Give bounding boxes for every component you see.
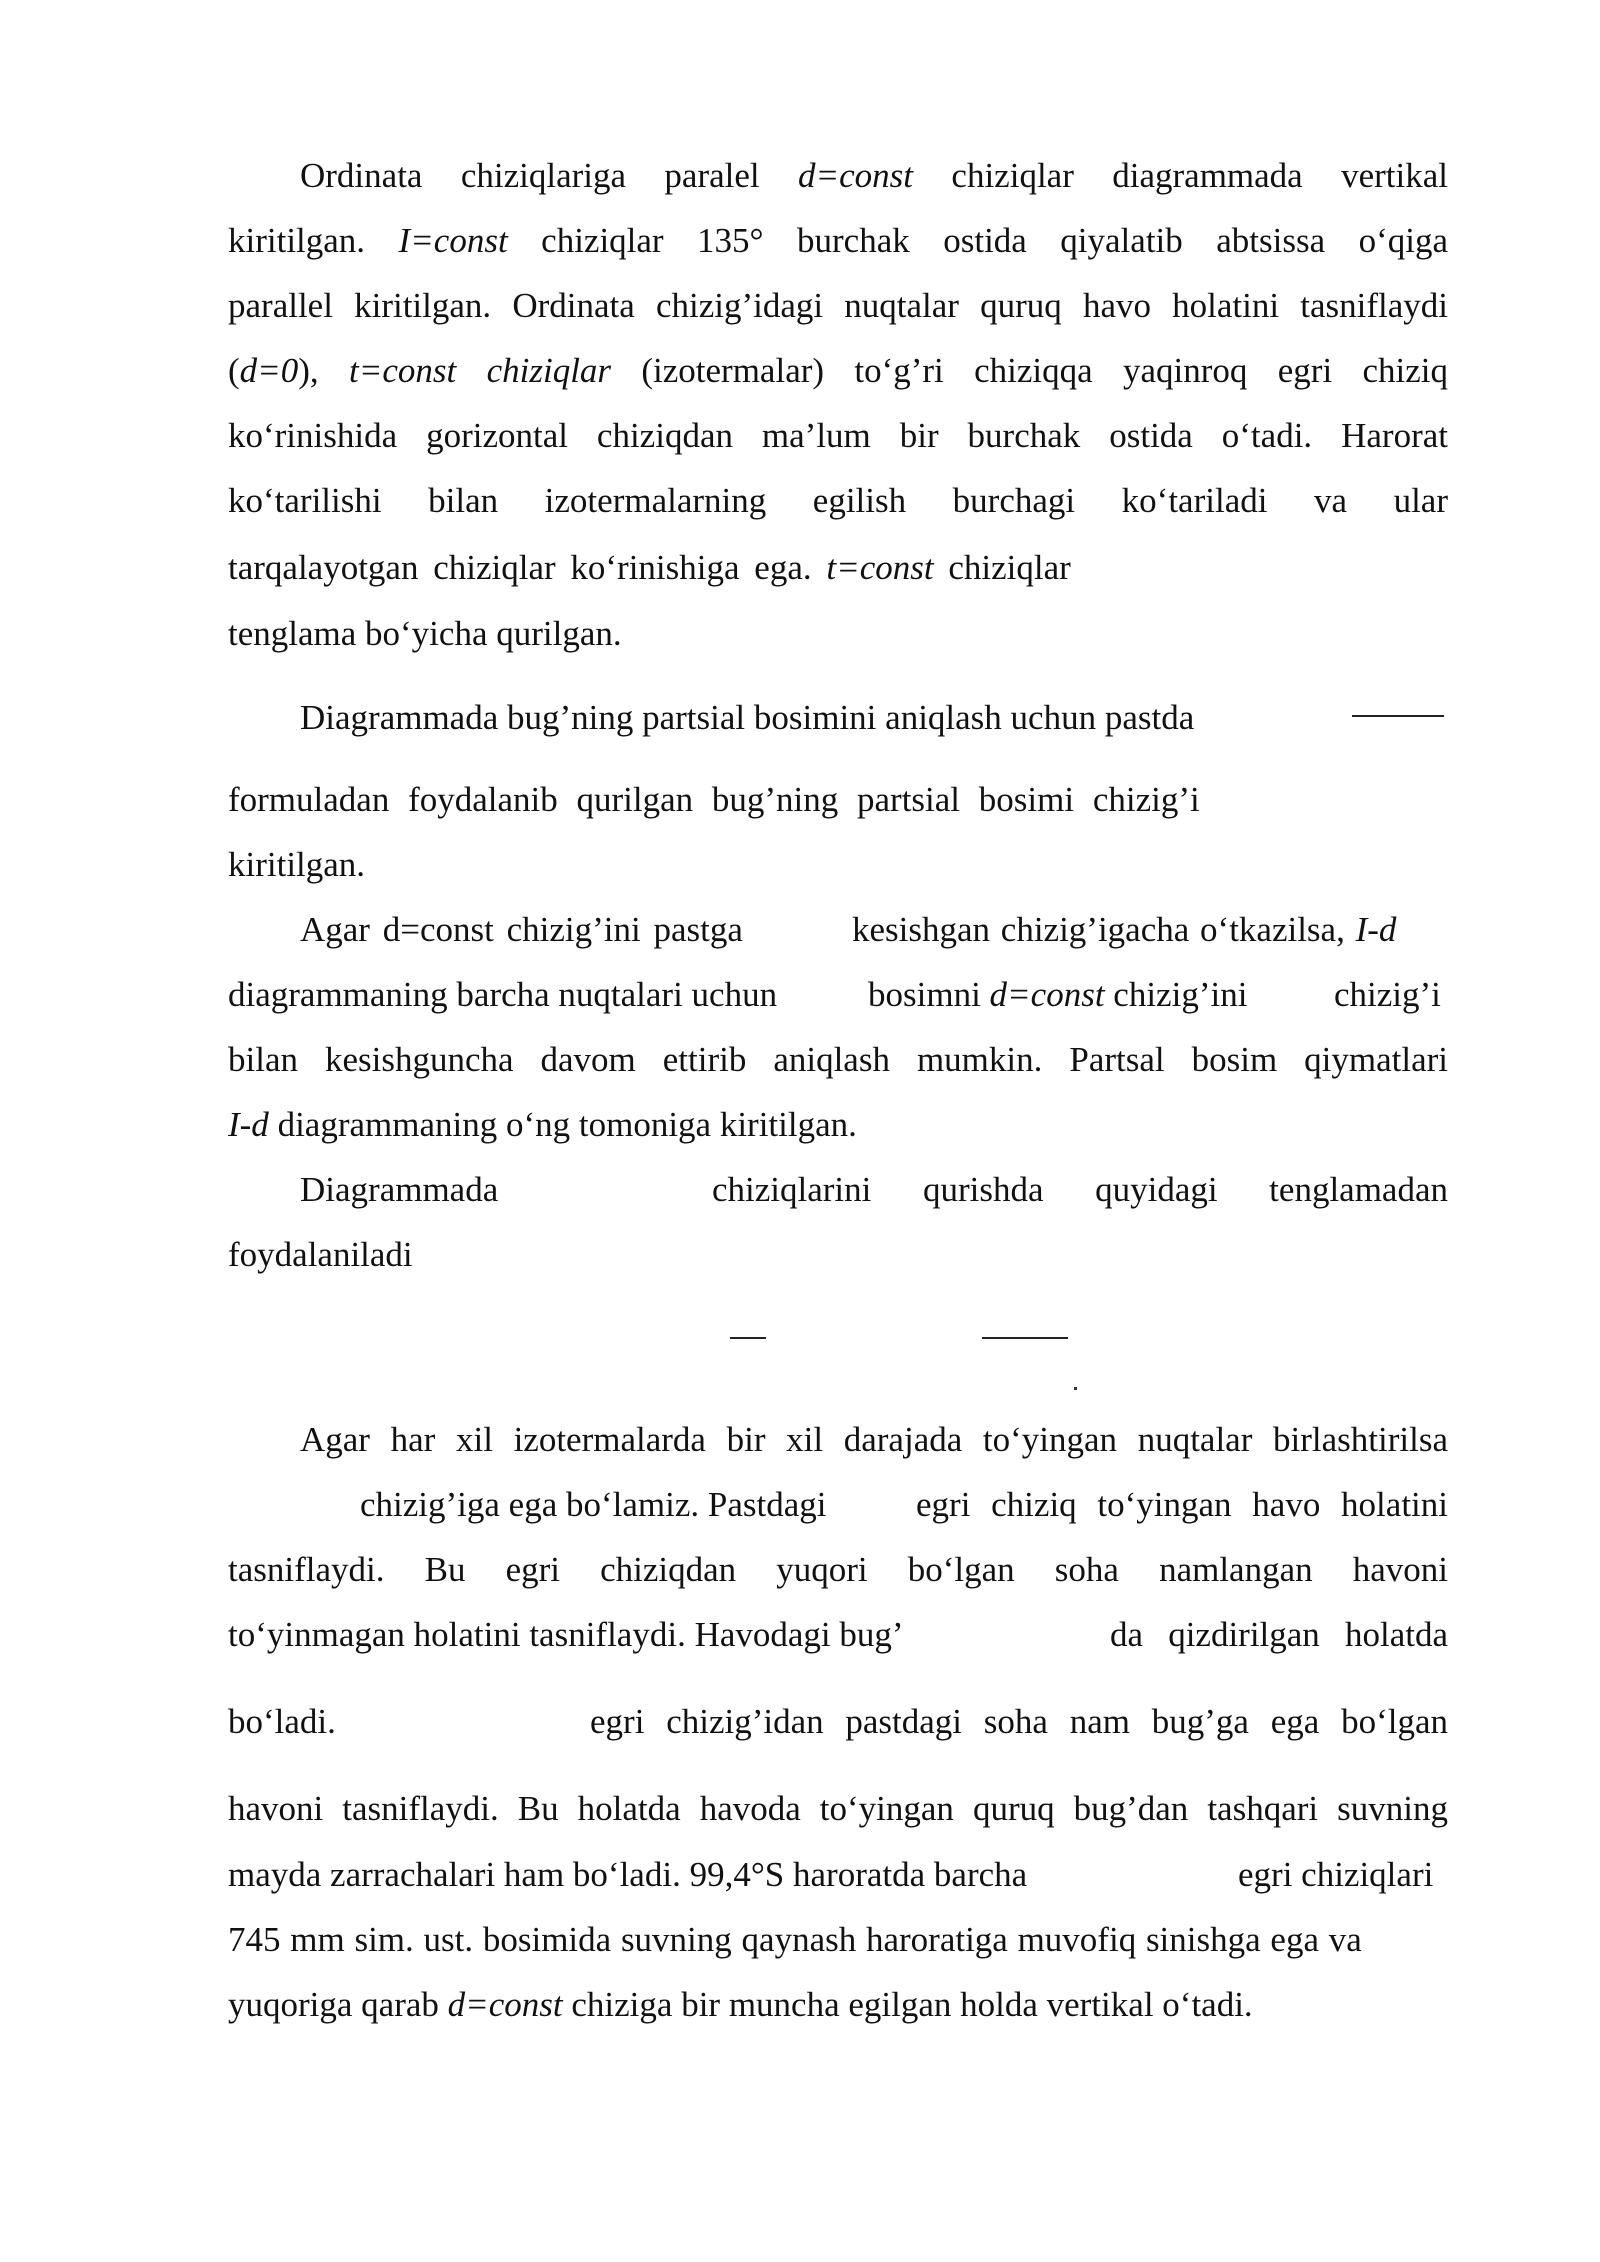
p5-line-3: tasniflaydi. Bu egri chiziqdan yuqori bo‘lgan soha namlangan havoni — [228, 1550, 1448, 1589]
p3-line-2-part-3: chizig’i — [1334, 975, 1441, 1014]
p1-line-2 — [228, 221, 1448, 261]
formula-t-const: t=const — [826, 548, 934, 587]
p5-line-6: havoni tasniflaydi. Bu holatda havoda to‘yingan quruq bug’dan tashqari suvning — [228, 1789, 1448, 1828]
text: chizig’ini — [1104, 975, 1248, 1014]
formula-i-d: I-d — [1355, 910, 1397, 949]
formula-i-d: I-d — [228, 1105, 269, 1144]
formula-d-const: d=const — [798, 156, 914, 195]
p5-line-1: Agar har xil izotermalarda bir xil darajada to‘yingan nuqtalar birlashtirilsa — [300, 1420, 1448, 1459]
p5-line-4-part-1: to‘yinmagan holatini tasniflaydi. Havodagi bug’ — [228, 1615, 904, 1654]
formula-fraction-bar — [1352, 715, 1444, 717]
p5-line-7-part-2: egri chiziqlari — [1238, 1855, 1434, 1894]
text: ( — [228, 351, 240, 390]
p1-line-5: ko‘rinishida gorizontal chiziqdan ma’lum bir burchak ostida o‘tadi. Harorat — [228, 416, 1448, 455]
p2-line-1: Diagrammada bug’ning partsial bosimini aniqlash uchun pastda — [300, 698, 1195, 737]
text: chiziga bir muncha egilgan holda vertikal o‘tadi. — [562, 1985, 1253, 2024]
p3-line-3: bilan kesishguncha davom ettirib aniqlash mumkin. Partsal bosim qiymatlari — [228, 1040, 1448, 1079]
equation-fraction-bar — [730, 1337, 766, 1339]
p3-line-2-part-1: diagrammaning barcha nuqtalari uchun — [228, 975, 778, 1014]
p1-line-4 — [228, 351, 1448, 391]
text: yuqoriga qarab — [228, 1985, 448, 2024]
p5-line-9 — [228, 1985, 1448, 2025]
text: kiritilgan. — [228, 221, 399, 260]
formula-d-const: d=const — [447, 1985, 563, 2024]
p3-line-4 — [228, 1105, 1448, 1145]
p5-line-7-part-1: mayda zarrachalari ham bo‘ladi. 99,4°S haroratda barcha — [228, 1855, 1028, 1894]
formula-i-const: I=const — [398, 221, 508, 260]
p5-line-2-part-1: chizig’iga ega bo‘lamiz. Pastdagi — [360, 1485, 827, 1524]
p5-line-2-part-2: egri chiziq to‘yingan havo holatini — [916, 1485, 1448, 1524]
p5-line-5-part-2: egri chizig’idan pastdagi soha nam bug’ga ega bo‘lgan — [590, 1702, 1448, 1741]
text: chiziqlar — [933, 548, 1071, 587]
formula-d-const: d=const — [989, 975, 1105, 1014]
text: chiziqlar 135° burchak ostida qiyalatib abtsissa o‘qiga — [507, 221, 1448, 260]
p2-line-3: kiritilgan. — [228, 845, 366, 884]
p4-line-2: foydalaniladi — [228, 1235, 413, 1274]
text: chiziqlar diagrammada vertikal — [913, 156, 1448, 195]
text: tarqalayotgan chiziqlar ko‘rinishiga ega. — [228, 548, 827, 587]
p1-line-3: parallel kiritilgan. Ordinata chizig’idagi nuqtalar quruq havo holatini tasniflaydi — [228, 286, 1448, 325]
p3-line-1-part-1: Agar d=const chizig’ini pastga — [300, 910, 743, 949]
text: bosimni — [868, 975, 990, 1014]
p1-line-1 — [300, 156, 1448, 196]
text: Ordinata chiziqlariga paralel — [300, 156, 799, 195]
p5-line-8: 745 mm sim. ust. bosimida suvning qaynash haroratiga muvofiq sinishga ega va — [228, 1920, 1362, 1959]
text: (izotermalar) to‘g’ri chiziqqa yaqinroq egri chiziq — [611, 351, 1449, 390]
p4-line-1-part-2: chiziqlarini qurishda quyidagi tenglamadan — [712, 1170, 1448, 1209]
equation-fraction-bar — [982, 1337, 1068, 1339]
p1-line-6: ko‘tarilishi bilan izotermalarning egilish burchagi ko‘tariladi va ular — [228, 481, 1448, 520]
text: kesishgan chizig’igacha o‘tkazilsa, — [852, 910, 1356, 949]
text: diagrammaning o‘ng tomoniga kiritilgan. — [268, 1105, 857, 1144]
equation-end-dot — [1074, 1387, 1077, 1390]
p5-line-5-part-1: bo‘ladi. — [228, 1702, 336, 1741]
p3-line-1-part-2 — [852, 910, 1452, 950]
p1-line-7 — [228, 548, 1448, 588]
p1-line-8: tenglama bo‘yicha qurilgan. — [228, 614, 622, 653]
p5-line-4-part-2: da qizdirilgan holatda — [1110, 1615, 1448, 1654]
text: ), — [298, 351, 350, 390]
p2-line-2: formuladan foydalanib qurilgan bug’ning partsial bosimi chizig’i — [228, 780, 1200, 819]
formula-t-const: t=const chiziqlar — [349, 351, 612, 390]
p4-line-1-part-1: Diagrammada — [300, 1170, 499, 1209]
formula-d-zero: d=0 — [239, 351, 299, 390]
p3-line-2-part-2 — [868, 975, 1318, 1015]
